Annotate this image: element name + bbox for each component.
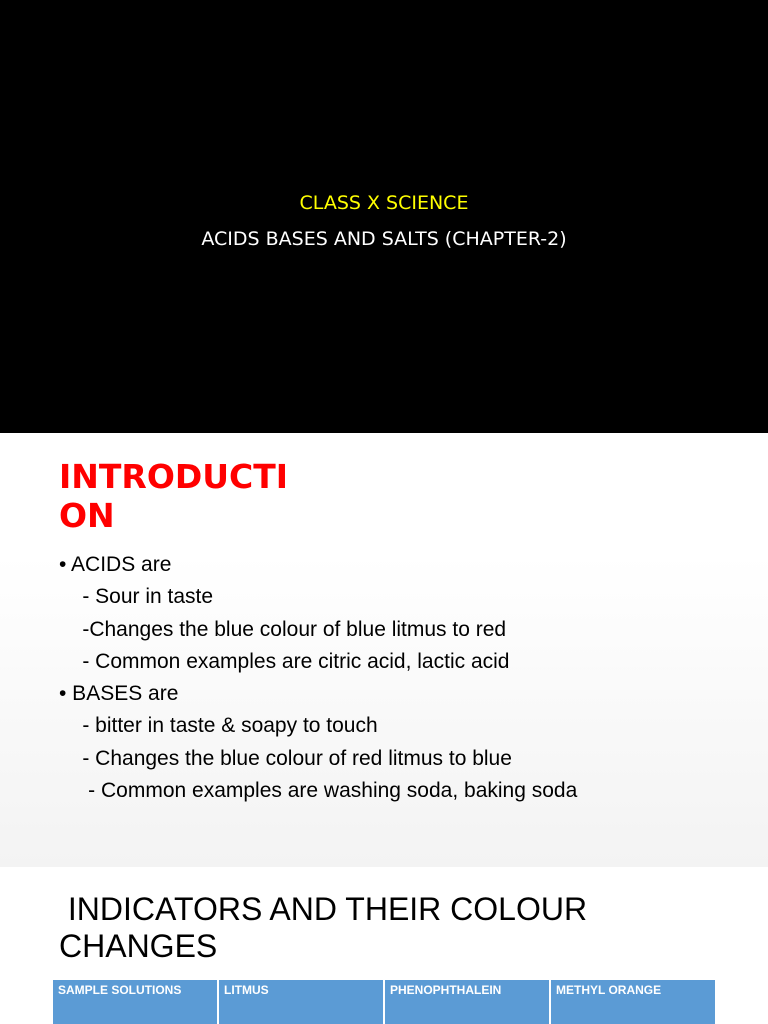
acid-point-examples: - Common examples are citric acid, lactic acid <box>59 649 510 673</box>
acid-point-taste: - Sour in taste <box>59 585 214 609</box>
header-litmus: LITMUS <box>219 980 385 1024</box>
indicator-table-header <box>53 980 715 1024</box>
introduction-body <box>59 549 739 807</box>
title-slide <box>0 0 768 433</box>
bullet-acids: • ACIDS are <box>59 553 172 576</box>
indicators-heading: INDICATORS AND THEIR COLOUR CHANGES <box>59 891 596 964</box>
introduction-heading: INTRODUCTION <box>59 457 289 535</box>
header-phenophthalein: PHENOPHTHALEIN <box>385 980 551 1024</box>
acid-point-litmus: -Changes the blue colour of blue litmus to red <box>59 617 507 641</box>
chapter-label: ACIDS BASES AND SALTS (CHAPTER-2) <box>201 228 567 250</box>
class-label: CLASS X SCIENCE <box>299 192 469 214</box>
header-sample-solutions: SAMPLE SOLUTIONS <box>53 980 219 1024</box>
base-point-taste: - bitter in taste & soapy to touch <box>59 714 378 738</box>
indicators-slide <box>0 867 768 1024</box>
base-point-litmus: - Changes the blue colour of red litmus to blue <box>59 746 512 770</box>
introduction-slide <box>0 433 768 867</box>
bullet-bases: • BASES are <box>59 682 179 706</box>
header-methyl-orange: METHYL ORANGE <box>551 980 715 1024</box>
base-point-examples: - Common examples are washing soda, baking soda <box>59 779 578 803</box>
